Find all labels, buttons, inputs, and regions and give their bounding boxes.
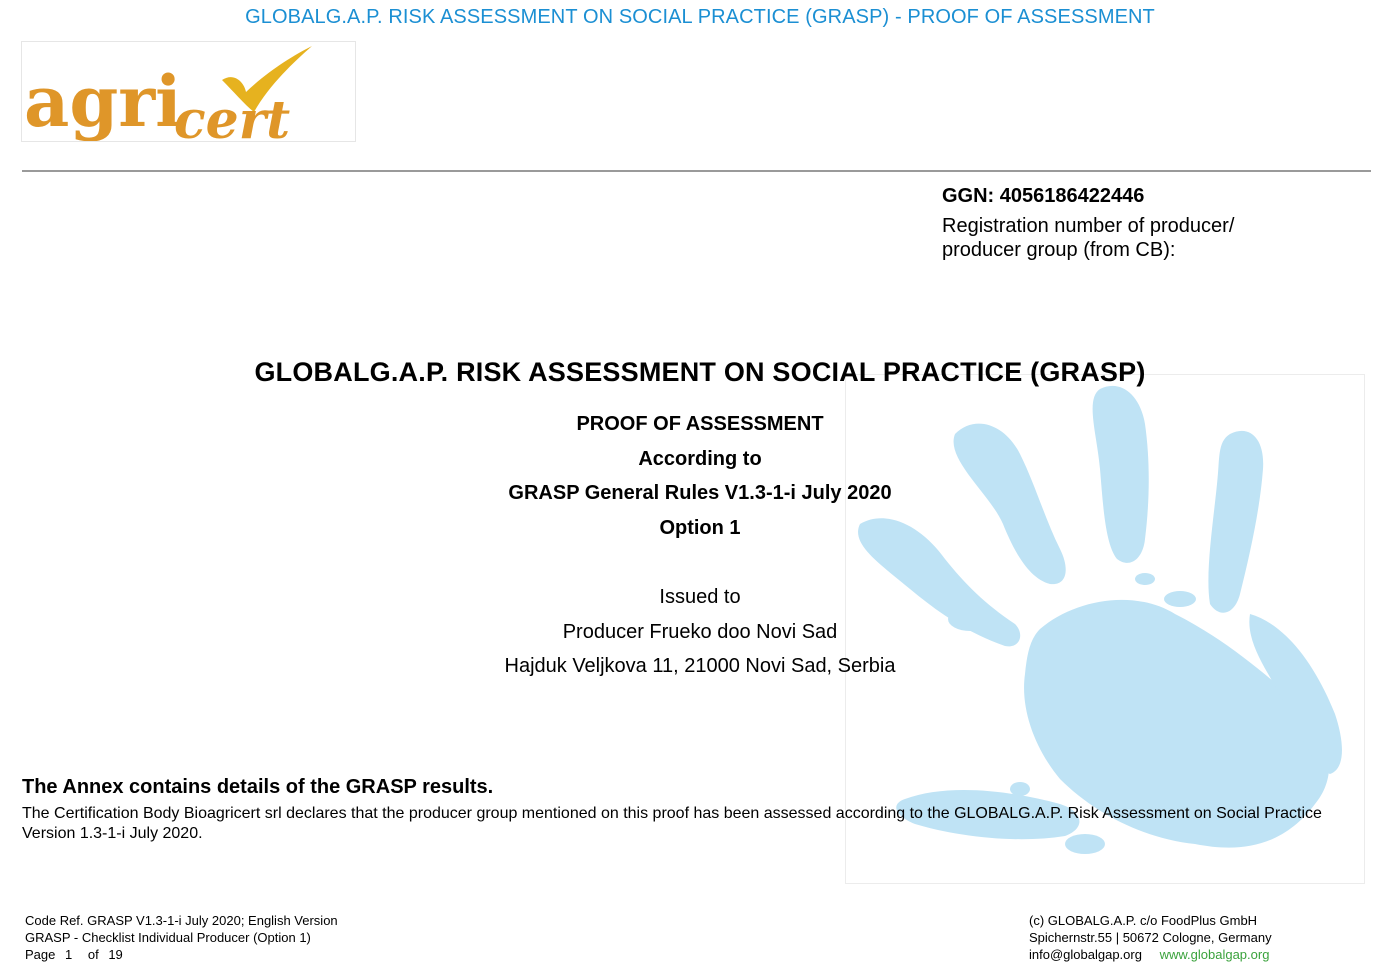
- page-word: Page: [25, 947, 56, 962]
- page-total: 19: [108, 947, 123, 962]
- page-of-word: of: [87, 947, 99, 962]
- ggn-number: GGN: 4056186422446: [942, 185, 1145, 207]
- option-label: Option 1: [659, 517, 741, 539]
- logo-text-cert: cert: [174, 90, 291, 141]
- footer-copyright: (c) GLOBALG.A.P. c/o FoodPlus GmbH: [1029, 913, 1258, 928]
- annex-heading: The Annex contains details of the GRASP results.: [22, 776, 494, 798]
- document-header-title: GLOBALG.A.P. RISK ASSESSMENT ON SOCIAL PRACTICE (GRASP) - PROOF OF ASSESSMENT: [245, 6, 1155, 28]
- footer-page-info: [25, 946, 338, 963]
- producer-address: Hajduk Veljkova 11, 21000 Novi Sad, Serbia: [504, 655, 896, 677]
- footer-address: Spichernstr.55 | 50672 Cologne, Germany: [1029, 930, 1272, 945]
- document-main-title: GLOBALG.A.P. RISK ASSESSMENT ON SOCIAL PRACTICE (GRASP): [254, 357, 1146, 387]
- logo-text-agri: agri: [24, 60, 182, 141]
- annex-declaration-text: The Certification Body Bioagricert srl declares that the producer group mentioned on this proof has been assessed according to the GLOBALG.A.P. Risk Assessment on Social Practice Version 1.3-1-i July 2020.: [22, 805, 1322, 842]
- producer-name: Producer Frueko doo Novi Sad: [562, 621, 838, 643]
- footer-code-ref: Code Ref. GRASP V1.3-1-i July 2020; English Version: [25, 913, 338, 928]
- header-divider: [22, 170, 1371, 172]
- rules-version: GRASP General Rules V1.3-1-i July 2020: [508, 482, 892, 504]
- page-number: 1: [65, 947, 73, 962]
- proof-of-assessment-heading: PROOF OF ASSESSMENT: [576, 413, 824, 435]
- checkmark-icon: [22, 42, 355, 141]
- footer-email-link[interactable]: info@globalgap.org: [1029, 947, 1142, 962]
- according-to-label: According to: [638, 448, 762, 470]
- registration-label: Registration number of producer/ producer group (from CB):: [942, 215, 1235, 261]
- footer-contact: [1029, 946, 1272, 963]
- agricert-logo: [21, 41, 356, 142]
- footer-left: [25, 912, 338, 963]
- issued-to-label: Issued to: [659, 586, 741, 608]
- footer-right: [1029, 912, 1272, 963]
- footer-checklist: GRASP - Checklist Individual Producer (Option 1): [25, 930, 311, 945]
- footer-website-link[interactable]: www.globalgap.org: [1159, 947, 1270, 962]
